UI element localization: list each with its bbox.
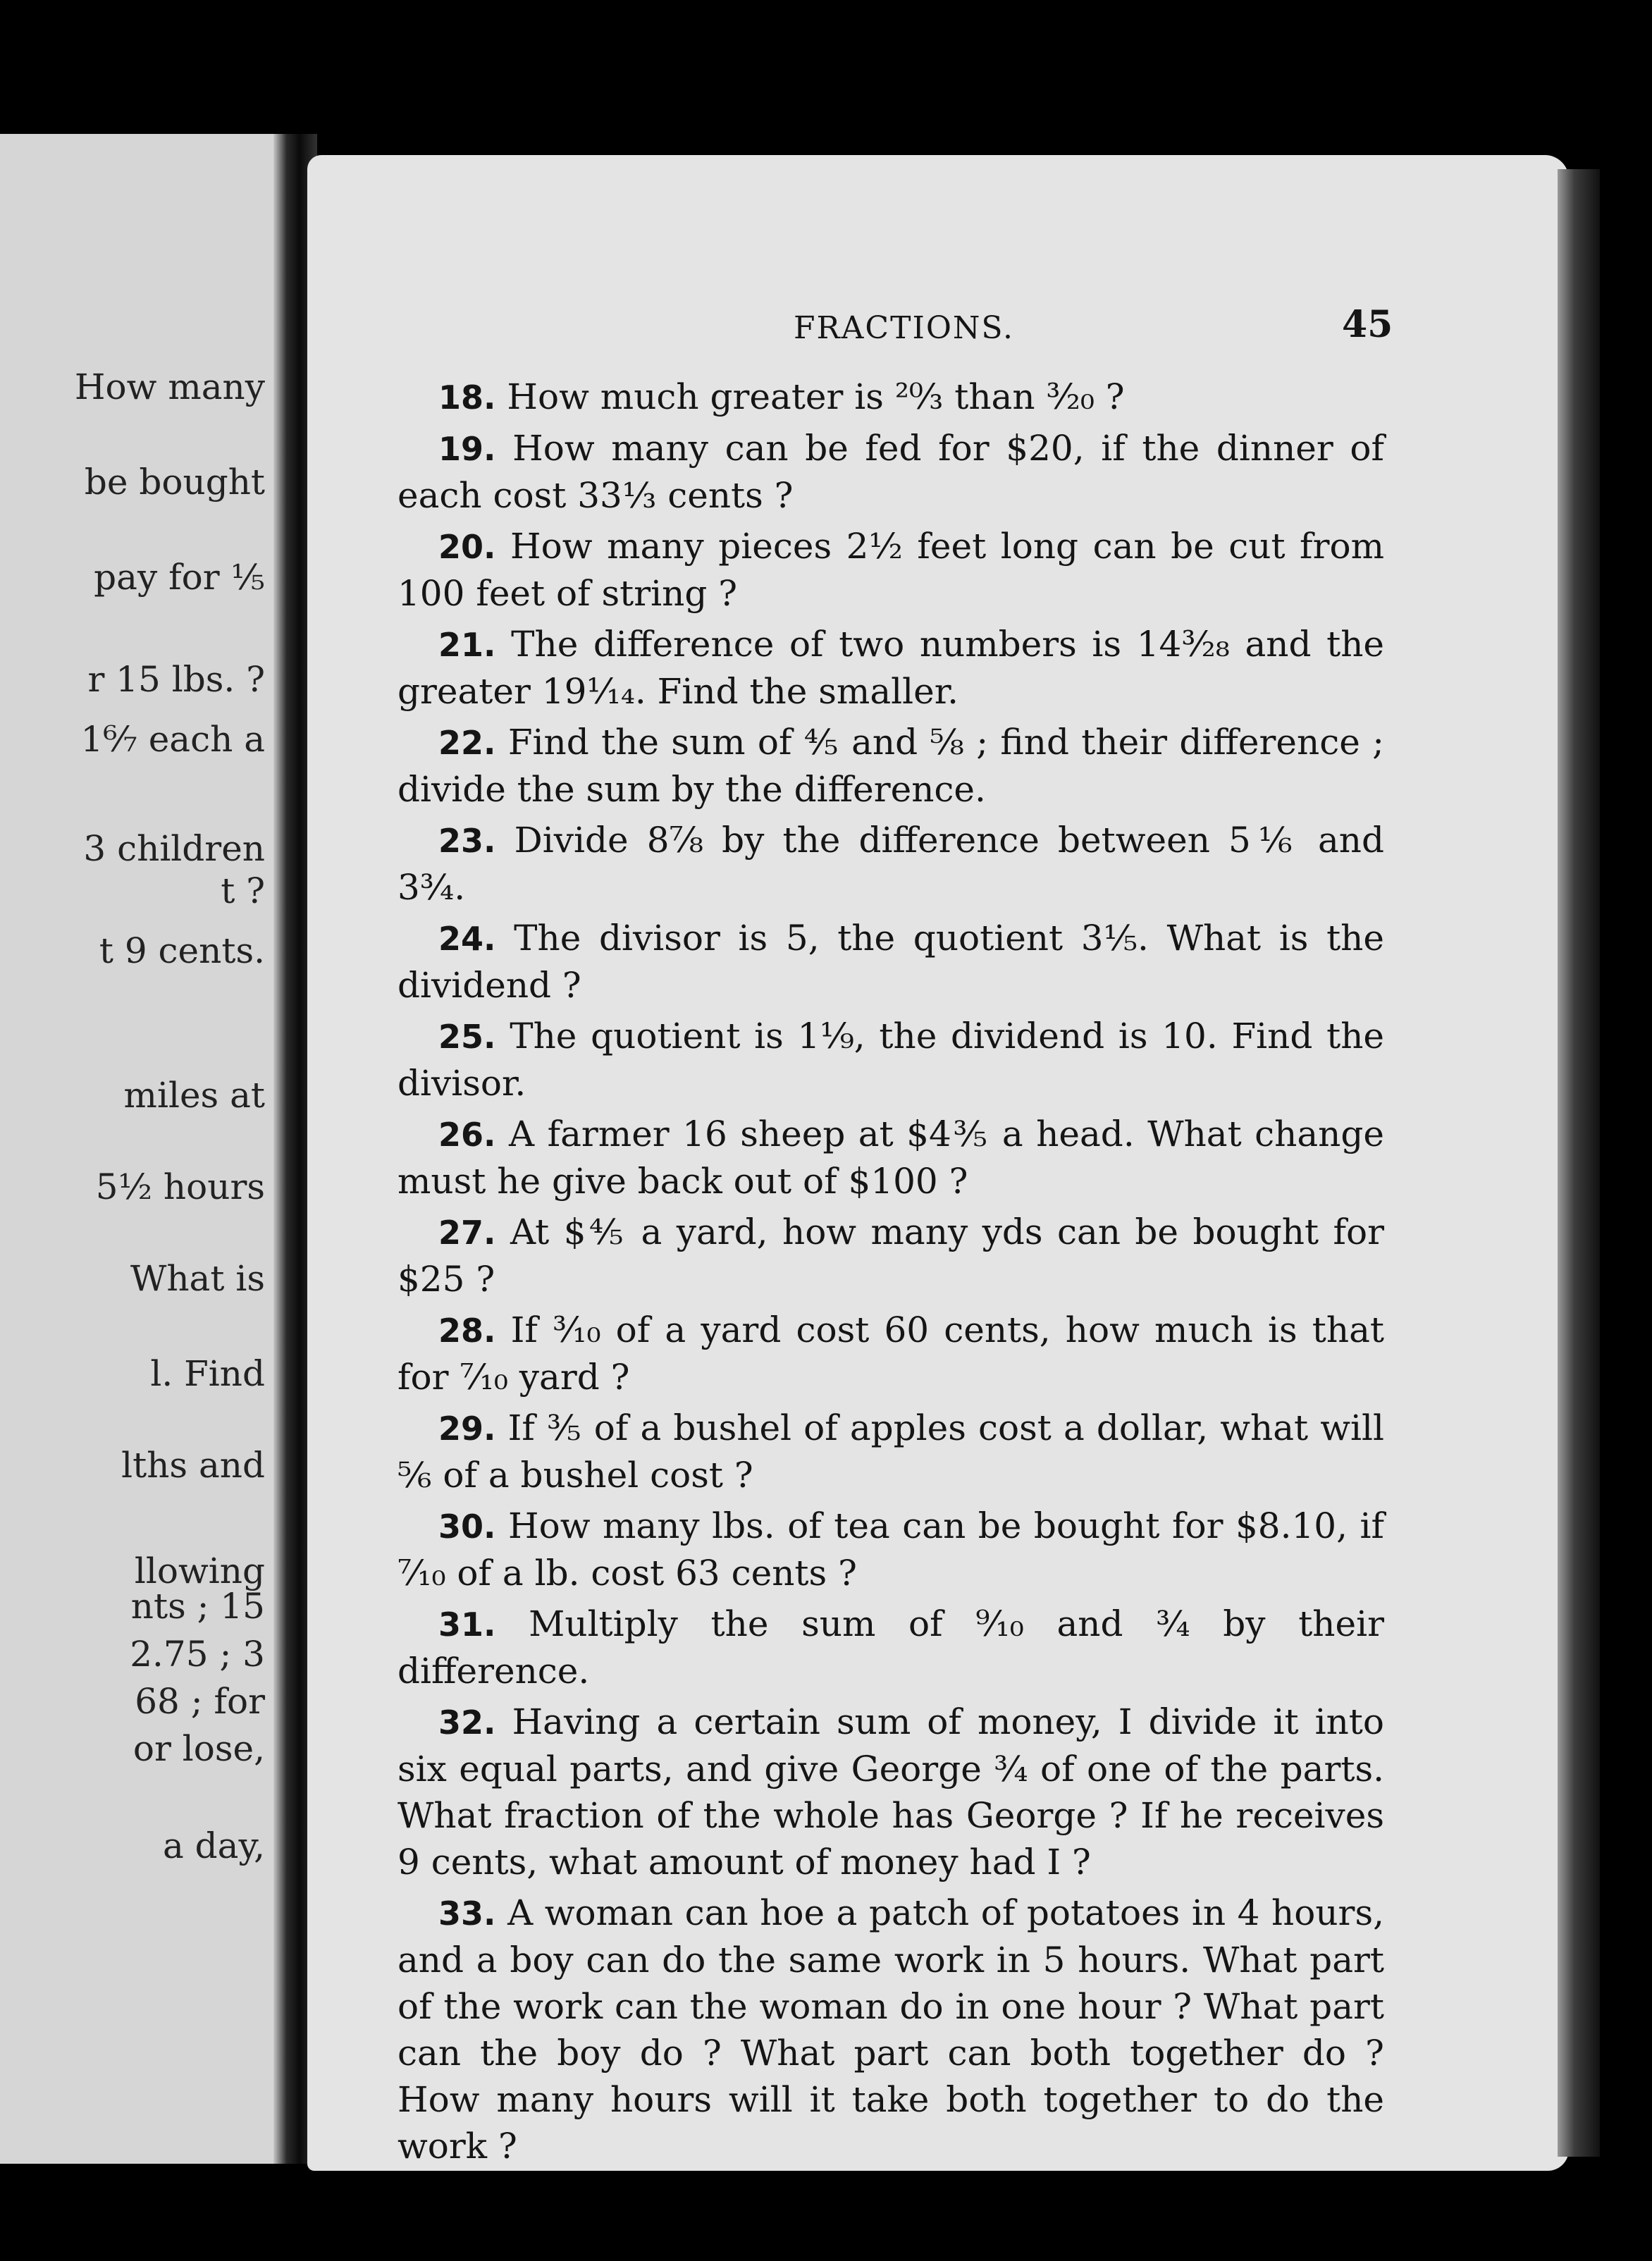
left-page-fragment: miles at [123,1075,265,1116]
problem-text: How many lbs. of tea can be bought for $8.10, if ⁷⁄₁₀ of a lb. cost 63 cents ? [397,1505,1384,1594]
left-page-fragment: llowing [134,1551,265,1591]
left-page-fragment: pay for ⅕ [94,557,265,598]
problem-item [397,1890,1384,2169]
left-page-fragment: 5½ hours [95,1166,265,1207]
problem-text: If ³⁄₁₀ of a yard cost 60 cents, how much is that for ⁷⁄₁₀ yard ? [397,1310,1384,1398]
left-page-fragment: lths and [121,1445,265,1486]
problem-number: 30. [438,1508,496,1546]
problem-item [397,1111,1384,1205]
problem-item [397,621,1384,715]
problem-number: 25. [438,1018,496,1056]
problem-item [397,1405,1384,1498]
left-page-fragment: How many [74,366,265,407]
problem-number: 31. [438,1606,496,1644]
page-number: 45 [1342,303,1393,346]
problem-number: 33. [438,1895,496,1933]
problem-item [397,1209,1384,1302]
problem-item [397,1013,1384,1107]
left-page-fragment: a day, [162,1825,265,1866]
problem-text: Divide 8⁷⁄₈ by the difference between 5⅙ and 3¾. [397,820,1384,908]
problem-item [397,817,1384,911]
problem-text: At $⅘ a yard, how many yds can be bought for $25 ? [397,1212,1384,1300]
problem-number: 21. [438,626,496,664]
problem-item [397,1503,1384,1596]
problem-text: How much greater is ²⁰⁄₃ than ³⁄₂₀ ? [507,376,1125,417]
left-page-fragment: 68 ; for [135,1681,265,1722]
problem-number: 24. [438,920,496,958]
problem-item [397,915,1384,1009]
problem-text: Multiply the sum of ⁹⁄₁₀ and ¾ by their difference. [397,1603,1384,1692]
problem-text: The divisor is 5, the quotient 3⅕. What is the dividend ? [397,918,1384,1006]
problem-text: The difference of two numbers is 14³⁄₂₈ and the greater 19¹⁄₁₄. Find the smaller. [397,624,1384,712]
left-page-fragment: t 9 cents. [99,930,265,971]
problem-number: 32. [438,1704,496,1742]
left-page-fragment: l. Find [150,1353,265,1394]
problem-item [397,1307,1384,1400]
problem-item [397,374,1384,421]
left-page-fragment: nts ; 15 [130,1586,265,1627]
left-page-fragment: t ? [221,870,265,911]
right-page [307,155,1569,2171]
page-header [307,303,1569,359]
left-page-fragment: or lose, [132,1728,265,1769]
left-page [0,134,293,2164]
problem-text: Having a certain sum of money, I divide it into six equal parts, and give George ¾ of one of the parts. What fraction of the whole has George ? If he receives 9 cents, what amount of money had I ? [397,1701,1385,1883]
problem-text: Find the sum of ⅘ and ⅝ ; find their difference ; divide the sum by the difference. [397,722,1384,810]
running-head: FRACTIONS. [794,310,1014,346]
problem-item [397,1699,1384,1885]
problem-number: 23. [438,822,496,860]
left-page-fragment: be bought [84,462,265,503]
problem-text: How many can be fed for $20, if the dinner of each cost 33⅓ cents ? [397,428,1385,516]
problem-number: 28. [438,1312,496,1350]
problem-number: 29. [438,1410,496,1448]
left-page-fragment: What is [130,1258,265,1299]
problem-text: A woman can hoe a patch of potatoes in 4 hours, and a boy can do the same work in 5 hours. What part of the work can the woman do in one hour ? What part can the boy do ? What part can both together do ? How many hours will it take both together to do the work ? [397,1892,1384,2167]
problem-number: 26. [438,1116,496,1154]
left-page-fragment: r 15 lbs. ? [87,659,265,700]
problem-list [397,374,1384,2171]
problem-text: A farmer 16 sheep at $4⅗ a head. What change must he give back out of $100 ? [397,1114,1384,1202]
left-page-fragment: 2.75 ; 3 [130,1634,265,1675]
problem-item [397,425,1384,519]
left-page-fragment: 1⁶⁄₇ each a [80,719,265,760]
problem-number: 27. [438,1214,496,1252]
problem-item [397,719,1384,813]
problem-number: 18. [438,378,496,417]
page-edge [1558,169,1600,2157]
problem-text: If ⅗ of a bushel of apples cost a dollar, what will ⅚ of a bushel cost ? [397,1407,1384,1496]
problem-text: How many pieces 2½ feet long can be cut from 100 feet of string ? [397,526,1384,614]
problem-number: 20. [438,528,496,566]
problem-text: The quotient is 1¹⁄₉, the dividend is 10. Find the divisor. [397,1016,1384,1104]
problem-number: 22. [438,724,496,762]
problem-item [397,1601,1384,1694]
problem-item [397,523,1384,617]
left-page-fragment: 3 children [83,828,265,869]
problem-number: 19. [438,430,496,468]
